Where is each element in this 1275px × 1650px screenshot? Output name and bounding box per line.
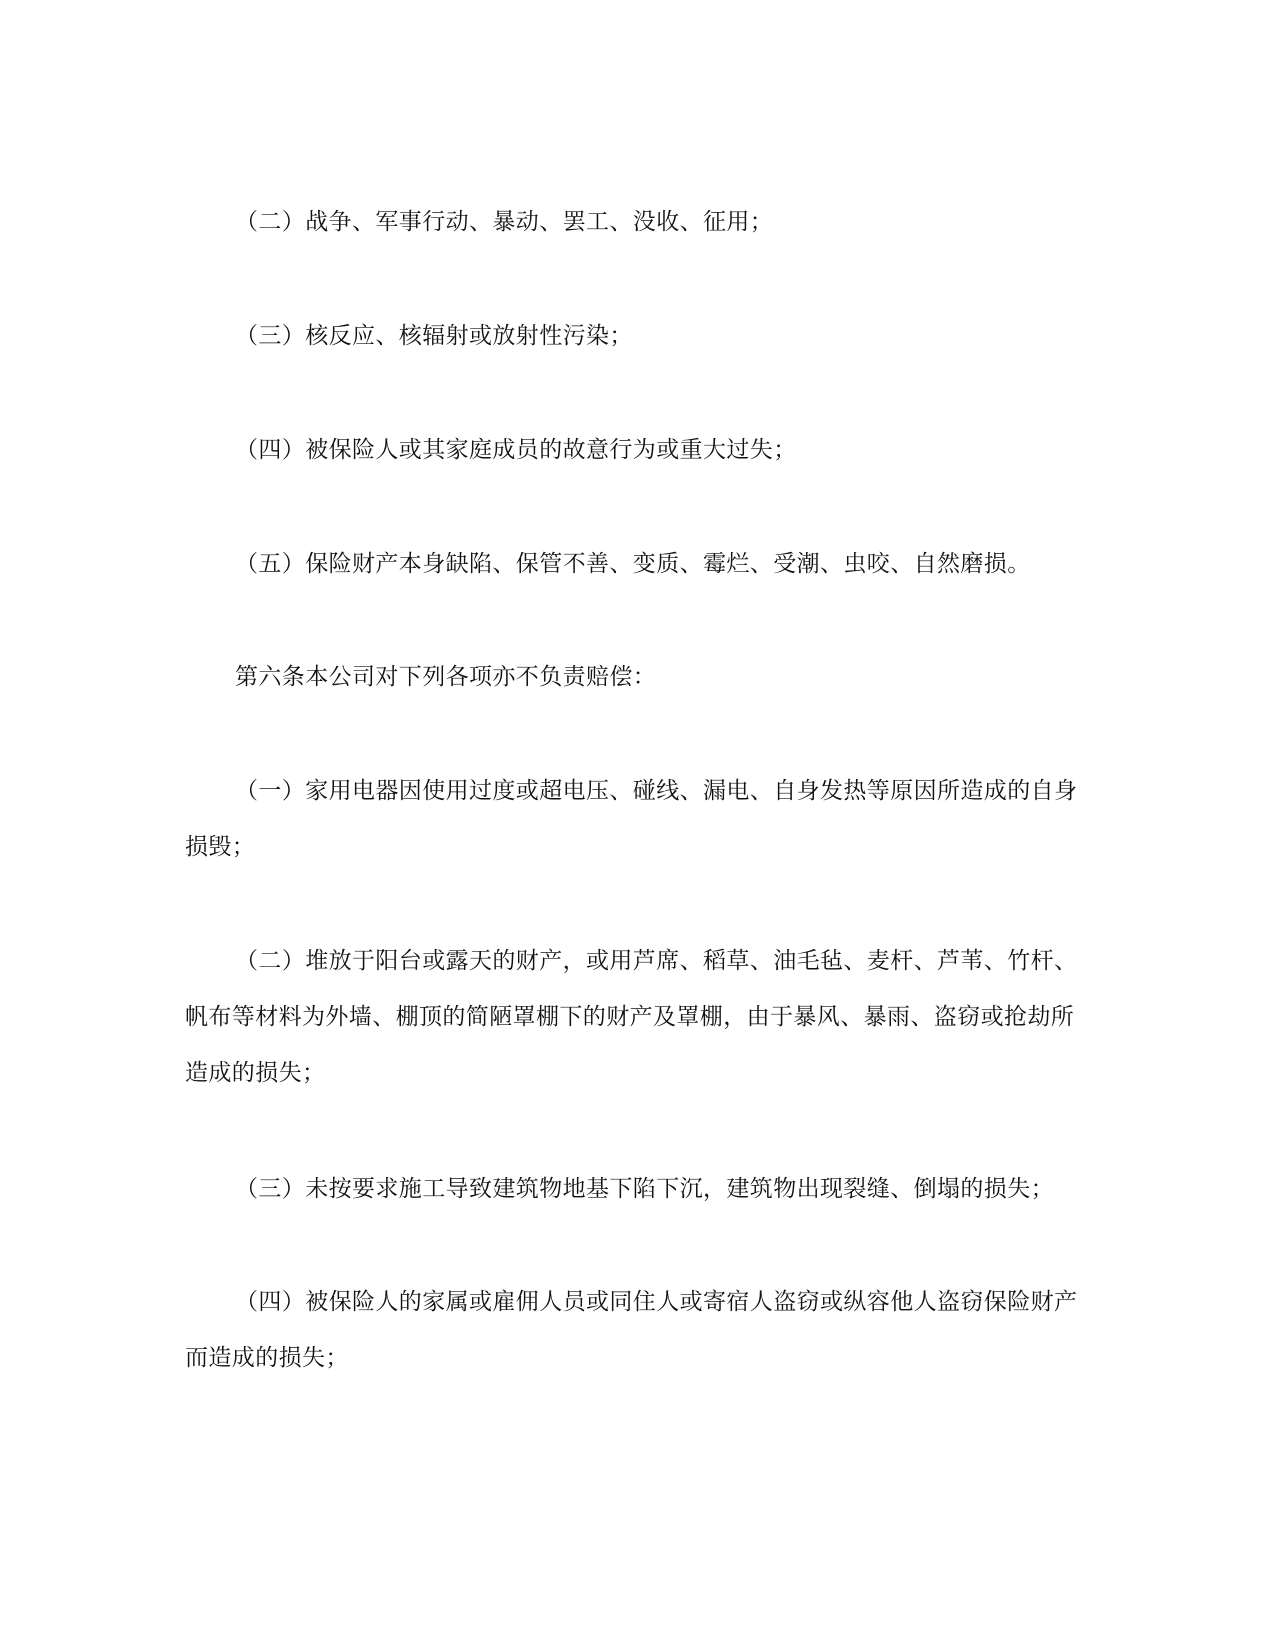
article-six-item-4: （四）被保险人的家属或雇佣人员或同住人或寄宿人盗窃或纵容他人盗窃保险财产而造成的损失； (185, 1289, 1078, 1371)
article-six-item-3: （三）未按要求施工导致建筑物地基下陷下沉，建筑物出现裂缝、倒塌的损失； (235, 1176, 1054, 1202)
article-six-heading: 第六条本公司对下列各项亦不负责赔偿： (235, 664, 657, 690)
exclusion-item-2: （二）战争、军事行动、暴动、罢工、没收、征用； (235, 209, 774, 235)
article-six-item-2: （二）堆放于阳台或露天的财产，或用芦席、稻草、油毛毡、麦杆、芦苇、竹杆、帆布等材料为外墙、棚顶的简陋罩棚下的财产及罩棚，由于暴风、暴雨、盗窃或抢劫所造成的损失； (185, 948, 1078, 1086)
exclusion-item-4: （四）被保险人或其家庭成员的故意行为或重大过失； (235, 437, 797, 463)
exclusion-item-5: （五）保险财产本身缺陷、保管不善、变质、霉烂、受潮、虫咬、自然磨损。 (235, 551, 1031, 577)
article-six-item-1: （一）家用电器因使用过度或超电压、碰线、漏电、自身发热等原因所造成的自身损毁； (185, 778, 1078, 860)
exclusion-item-3: （三）核反应、核辐射或放射性污染； (235, 323, 633, 349)
